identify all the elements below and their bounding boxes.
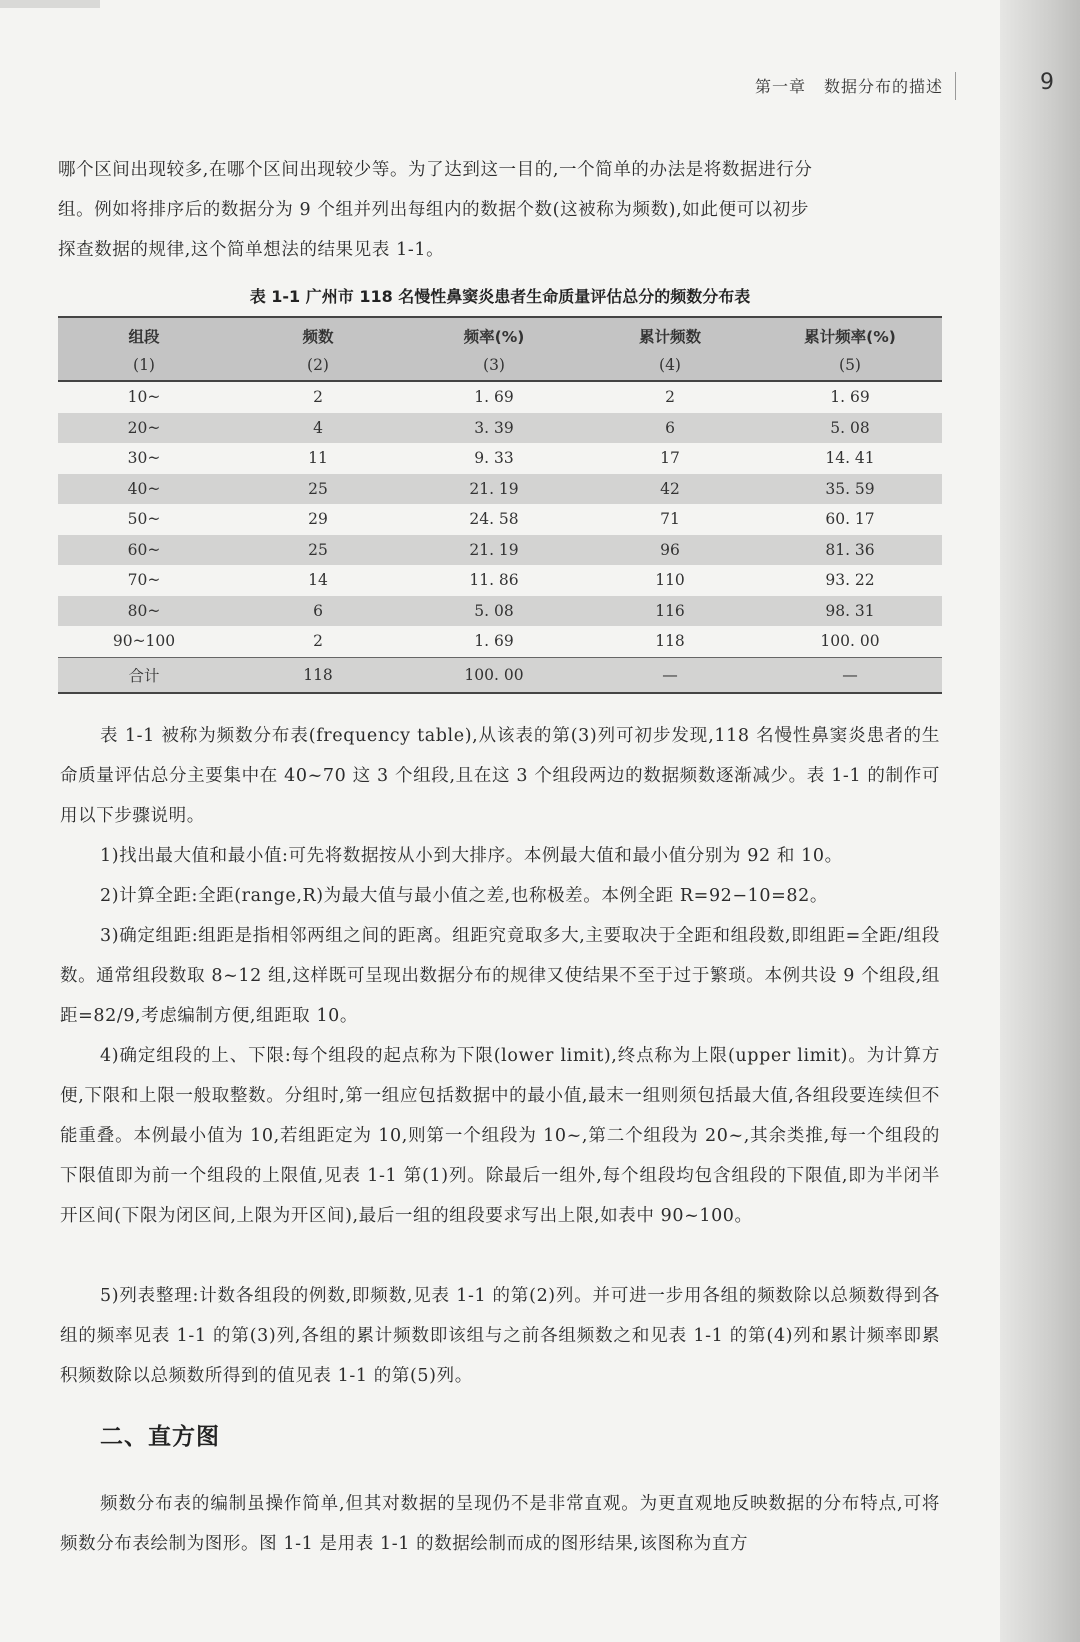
cell: 90~100 — [112, 632, 176, 651]
cell: — — [582, 657, 758, 693]
col-header: 累计频数 — [582, 317, 758, 350]
intro-line: 组。例如将排序后的数据分为 9 个组并列出每组内的数据个数(这被称为频数),如此便可以初步 — [58, 200, 809, 220]
section-title: 二、直方图 — [100, 1424, 220, 1450]
cell: 30~ — [127, 449, 161, 468]
body-paragraph: 4)确定组段的上、下限:每个组段的起点称为下限(lower limit),终点称为上限(upper limit)。为计算方便,下限和上限一般取整数。分组时,第一组应包括数据中的最小值,最末一组则须包括最大值,各组段要连续但不能重叠。本例最小值为 10,若组距定为 10,则第一个组段为 10~,第二个组段为 20~,其余类推,每一个组段的下限值即为前一个组段的上限值,见表 1-1 第(1)列。除最后一组外,每个组段均包含组段的下限值,即为半闭半开区间(下限为闭区间,上限为开区间),最后一组的组段要求写出上限,如表中 90~100。 — [60, 1046, 940, 1226]
cell: 35. 59 — [758, 474, 942, 505]
cell: 11 — [308, 449, 328, 468]
cell: 3. 39 — [406, 413, 582, 444]
page-gutter-shadow — [1000, 0, 1080, 1642]
cell: 14 — [308, 571, 328, 590]
cell: 60~ — [58, 535, 230, 566]
cell: 9. 33 — [474, 449, 514, 468]
scan-edge — [0, 0, 100, 8]
cell: 118 — [655, 632, 685, 651]
col-header: 组段 — [58, 317, 230, 350]
table-caption: 表 1-1 广州市 118 名慢性鼻窦炎患者生命质量评估总分的频数分布表 — [249, 287, 751, 306]
body-paragraph: 2)计算全距:全距(range,R)为最大值与最小值之差,也称极差。本例全距 R=92−10=82。 — [100, 886, 828, 906]
cell: 80~ — [58, 596, 230, 627]
page-number: 9 — [1040, 70, 1054, 95]
table-row — [58, 443, 942, 474]
chapter-title: 数据分布的描述 — [824, 77, 944, 96]
cell: 24. 58 — [469, 510, 519, 529]
col-header: 频率(%) — [406, 317, 582, 350]
cell: 100. 00 — [406, 657, 582, 693]
cell: 25 — [230, 474, 406, 505]
cell: 11. 86 — [469, 571, 519, 590]
table-row — [58, 565, 942, 596]
running-head — [755, 74, 961, 97]
chapter-label: 第一章 — [755, 77, 807, 96]
frequency-table — [58, 316, 942, 694]
cell: 2 — [313, 632, 323, 651]
cell: 1. 69 — [474, 632, 514, 651]
cell: 21. 19 — [406, 535, 582, 566]
cell: 14. 41 — [825, 449, 875, 468]
intro-line: 探查数据的规律,这个简单想法的结果见表 1-1。 — [58, 240, 445, 260]
cell: 5. 08 — [406, 596, 582, 627]
col-header: 累计频率(%) — [758, 317, 942, 350]
table-row — [58, 626, 942, 657]
cell: 71 — [660, 510, 680, 529]
cell: 1. 69 — [830, 388, 870, 407]
cell: 96 — [582, 535, 758, 566]
cell: 81. 36 — [758, 535, 942, 566]
cell: 100. 00 — [820, 632, 880, 651]
cell: 118 — [230, 657, 406, 693]
table-header-row — [58, 317, 942, 350]
cell: 93. 22 — [825, 571, 875, 590]
cell: 6 — [230, 596, 406, 627]
cell: 40~ — [58, 474, 230, 505]
cell: — — [758, 657, 942, 693]
cell: 1. 69 — [474, 388, 514, 407]
body-paragraph: 1)找出最大值和最小值:可先将数据按从小到大排序。本例最大值和最小值分别为 92 和 10。 — [100, 846, 843, 866]
table-row — [58, 381, 942, 413]
cell: 50~ — [127, 510, 161, 529]
col-number: (5) — [758, 350, 942, 381]
table-row — [58, 474, 942, 505]
cell: 5. 08 — [758, 413, 942, 444]
cell: 42 — [582, 474, 758, 505]
intro-line: 哪个区间出现较多,在哪个区间出现较少等。为了达到这一目的,一个简单的办法是将数据进行分 — [58, 160, 813, 180]
cell: 60. 17 — [825, 510, 875, 529]
cell: 10~ — [127, 388, 161, 407]
cell: 25 — [230, 535, 406, 566]
cell: 4 — [230, 413, 406, 444]
cell: 98. 31 — [758, 596, 942, 627]
col-header: 频数 — [230, 317, 406, 350]
table-row — [58, 596, 942, 627]
cell: 110 — [655, 571, 685, 590]
table-subheader-row — [58, 350, 942, 381]
col-number: (4) — [582, 350, 758, 381]
intro-paragraph — [58, 150, 948, 270]
cell: 6 — [582, 413, 758, 444]
col-number: (2) — [230, 350, 406, 381]
header-divider — [955, 72, 956, 100]
cell: 17 — [660, 449, 680, 468]
table-row — [58, 535, 942, 566]
table-total-row — [58, 657, 942, 693]
body-paragraph: 3)确定组距:组距是指相邻两组之间的距离。组距究竟取多大,主要取决于全距和组段数,即组距=全距/组段数。通常组段数取 8~12 组,这样既可呈现出数据分布的规律又使结果不至于过于繁琐。本例共设 9 个组段,组距=82/9,考虑编制方便,组距取 10。 — [60, 926, 940, 1026]
cell: 70~ — [127, 571, 161, 590]
cell: 29 — [308, 510, 328, 529]
table-row — [58, 413, 942, 444]
col-number: (3) — [406, 350, 582, 381]
cell: 21. 19 — [406, 474, 582, 505]
body-paragraph: 5)列表整理:计数各组段的例数,即频数,见表 1-1 的第(2)列。并可进一步用各组的频数除以总频数得到各组的频率见表 1-1 的第(3)列,各组的累计频数即该组与之前各组频数之和见表 1-1 的第(4)列和累计频率即累积频数除以总频数所得到的值见表 1-1 的第(5)列。 — [60, 1286, 940, 1386]
cell: 116 — [582, 596, 758, 627]
body-paragraph: 表 1-1 被称为频数分布表(frequency table),从该表的第(3)列可初步发现,118 名慢性鼻窦炎患者的生命质量评估总分主要集中在 40~70 这 3 个组段,且在这 3 个组段两边的数据频数逐渐减少。表 1-1 的制作可用以下步骤说明。 — [60, 726, 940, 826]
cell: 2 — [313, 388, 323, 407]
cell: 合计 — [58, 657, 230, 693]
closing-paragraph: 频数分布表的编制虽操作简单,但其对数据的呈现仍不是非常直观。为更直观地反映数据的分布特点,可将频数分布表绘制为图形。图 1-1 是用表 1-1 的数据绘制而成的图形结果,该图称为直方 — [60, 1494, 940, 1554]
cell: 2 — [665, 388, 675, 407]
cell: 20~ — [58, 413, 230, 444]
col-number: (1) — [58, 350, 230, 381]
table-row — [58, 504, 942, 535]
